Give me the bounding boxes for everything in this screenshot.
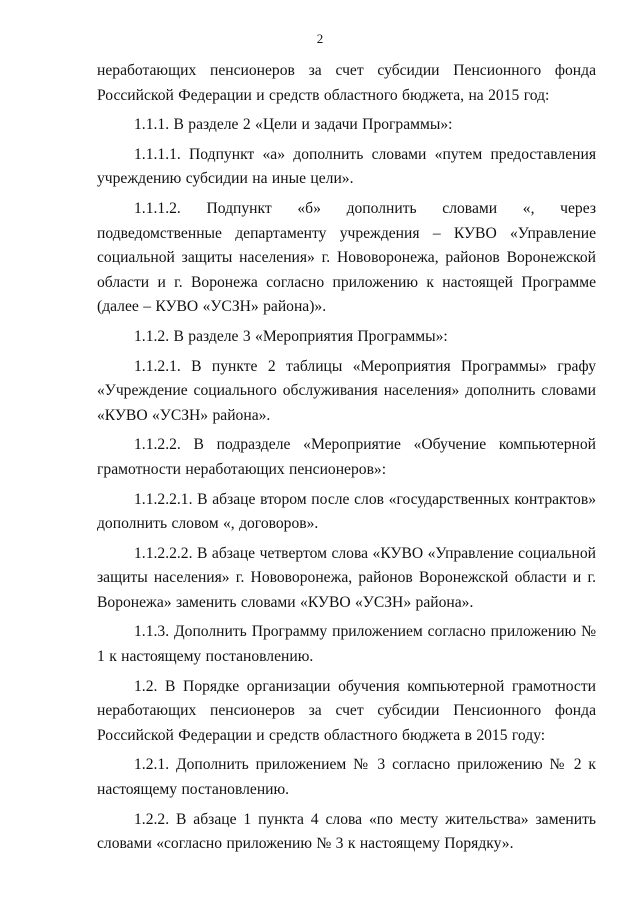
paragraph-1-1-1-2: 1.1.1.2. Подпункт «б» дополнить словами «, через подведомственные департаменту учреждения – КУВО «Управление социальной защиты населения» г. Нововоронежа, районов Воронежской области и г. Воронежа согласно приложению к настоящей Программе (далее – КУВО «УСЗН» района)». <box>97 199 596 316</box>
paragraph-1-2: 1.2. В Порядке организации обучения компьютерной грамотности неработающих пенсионеров за счет субсидии Пенсионного фонда Российской Федерации и средств областного бюджета в 2015 году: <box>97 677 596 744</box>
document-body <box>97 59 596 862</box>
paragraph-1-2-2: 1.2.2. В абзаце 1 пункта 4 слова «по месту жительства» заменить словами «согласно приложению № 3 к настоящему Порядку». <box>97 810 596 853</box>
paragraph-1-1-2-2: 1.1.2.2. В подразделе «Мероприятие «Обучение компьютерной грамотности неработающих пенсионеров»: <box>97 436 596 478</box>
paragraph-1-2-1: 1.2.1. Дополнить приложением № 3 согласно приложению № 2 к настоящему постановлению. <box>97 756 596 799</box>
paragraph-1-1-2-2-2: 1.1.2.2.2. В абзаце четвертом слова «КУВО «Управление социальной защиты населения» г. Нововоронежа, районов Воронежской области и г. Воронежа» заменить словами «КУВО «УСЗН» района». <box>97 544 596 611</box>
paragraph-1-1-2-2-1: 1.1.2.2.1. В абзаце втором после слов «государственных контрактов» дополнить словом «, договоров». <box>97 490 596 533</box>
page-number: 2 <box>316 31 324 46</box>
paragraph-1-1-2: 1.1.2. В разделе 3 «Мероприятия Программы»: <box>134 327 448 345</box>
paragraph-1-1-2-1: 1.1.2.1. В пункте 2 таблицы «Мероприятия Программы» графу «Учреждение социального обслуживания населения» дополнить словами «КУВО «УСЗН» района». <box>97 357 596 424</box>
paragraph-continuation: неработающих пенсионеров за счет субсидии Пенсионного фонда Российской Федерации и средств областного бюджета, на 2015 год: <box>97 62 596 104</box>
paragraph-1-1-3: 1.1.3. Дополнить Программу приложением согласно приложению № 1 к настоящему постановлению. <box>97 623 596 666</box>
paragraph-1-1-1-1: 1.1.1.1. Подпункт «а» дополнить словами «путем предоставления учреждению субсидии на иные цели». <box>97 145 596 188</box>
paragraph-1-1-1: 1.1.1. В разделе 2 «Цели и задачи Программы»: <box>134 116 453 134</box>
